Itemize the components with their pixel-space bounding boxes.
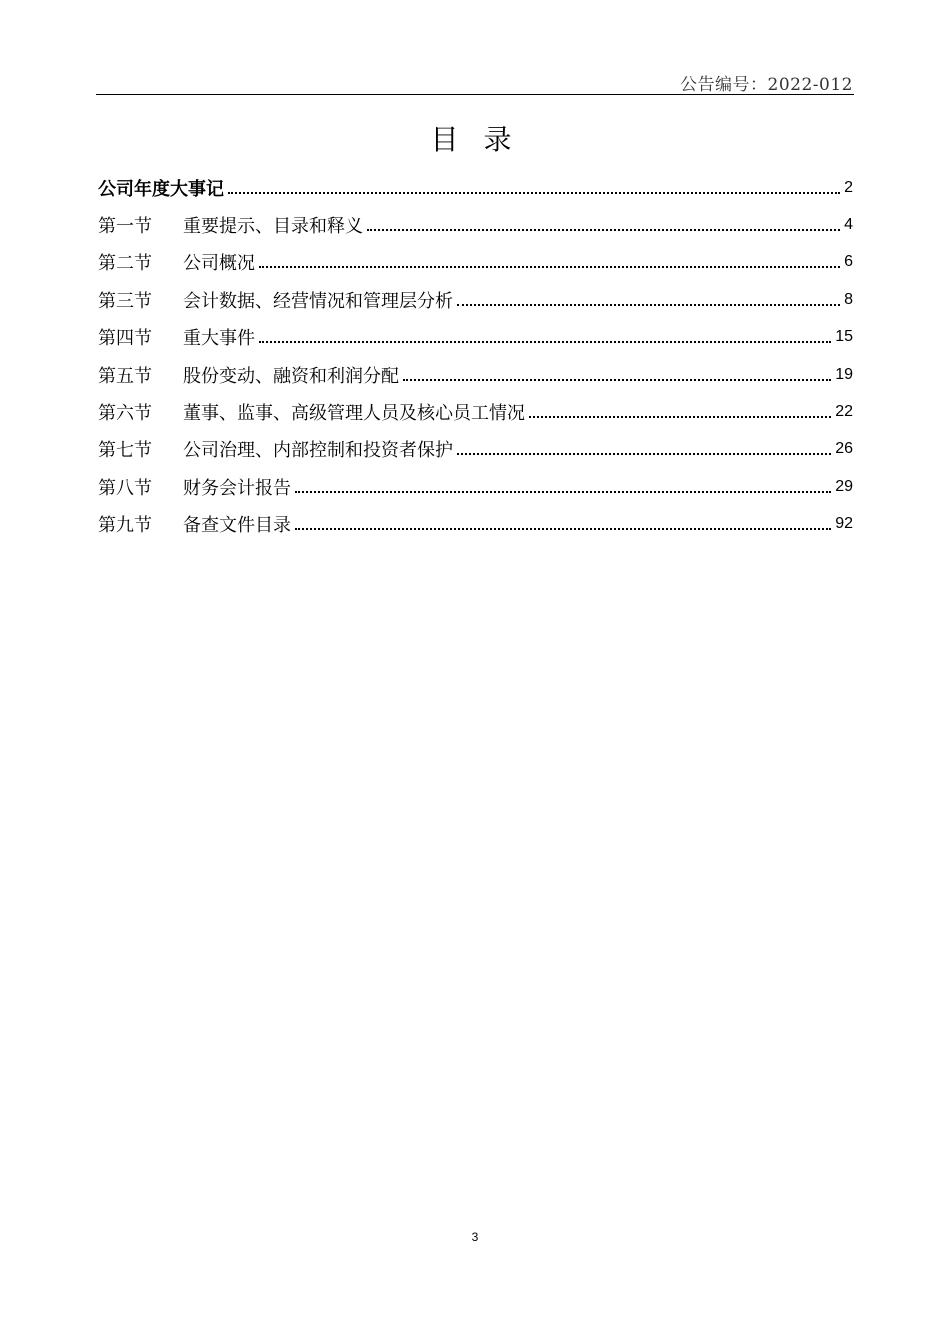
toc-item-title: 财务会计报告	[183, 477, 291, 499]
toc-leader-dots	[295, 491, 831, 493]
toc-item[interactable]	[98, 281, 853, 318]
toc-item-page: 19	[835, 365, 853, 383]
toc-item-page: 2	[844, 178, 853, 196]
table-of-contents	[98, 169, 853, 543]
toc-leader-dots	[259, 266, 840, 268]
toc-item-section: 第三节	[98, 290, 152, 312]
toc-item[interactable]	[98, 206, 853, 243]
toc-item[interactable]	[98, 393, 853, 430]
toc-leader-dots	[228, 192, 840, 194]
toc-item-page: 8	[844, 290, 853, 308]
header-divider	[96, 94, 854, 95]
toc-item[interactable]	[98, 468, 853, 505]
page-number: 3	[471, 1230, 479, 1244]
toc-leader-dots	[259, 341, 831, 343]
toc-item-section: 第七节	[98, 440, 152, 462]
page-title: 目 录	[430, 123, 520, 156]
toc-item-title: 董事、监事、高级管理人员及核心员工情况	[183, 403, 525, 425]
toc-item-section: 第二节	[98, 253, 152, 275]
toc-item-section: 第六节	[98, 403, 152, 425]
toc-item-title: 公司年度大事记	[98, 178, 224, 200]
toc-item-page: 92	[835, 515, 853, 533]
toc-item-title: 重要提示、目录和释义	[183, 216, 363, 238]
announcement-number: 公告编号：2022-012	[680, 75, 853, 95]
toc-item[interactable]	[98, 244, 853, 281]
toc-item[interactable]	[98, 431, 853, 468]
toc-item-section: 第五节	[98, 365, 152, 387]
toc-item-page: 6	[844, 253, 853, 271]
toc-item[interactable]	[98, 356, 853, 393]
toc-leader-dots	[295, 528, 831, 530]
toc-leader-dots	[403, 379, 831, 381]
toc-item-section: 第八节	[98, 477, 152, 499]
toc-item-title: 会计数据、经营情况和管理层分析	[183, 290, 453, 312]
toc-item-title: 股份变动、融资和利润分配	[183, 365, 399, 387]
toc-item[interactable]	[98, 319, 853, 356]
toc-item-page: 22	[835, 403, 853, 421]
toc-item-title: 重大事件	[183, 328, 255, 350]
toc-leader-dots	[457, 453, 831, 455]
toc-item-title: 公司治理、内部控制和投资者保护	[183, 440, 453, 462]
toc-item-section: 第九节	[98, 515, 152, 537]
toc-item[interactable]	[98, 506, 853, 543]
toc-item-title: 公司概况	[183, 253, 255, 275]
toc-item-page: 15	[835, 328, 853, 346]
toc-item[interactable]	[98, 169, 853, 206]
toc-item-section: 第一节	[98, 216, 152, 238]
toc-item-title: 备查文件目录	[183, 515, 291, 537]
toc-leader-dots	[529, 416, 831, 418]
toc-item-section: 第四节	[98, 328, 152, 350]
toc-leader-dots	[367, 229, 840, 231]
toc-item-page: 26	[835, 440, 853, 458]
toc-item-page: 4	[844, 216, 853, 234]
toc-leader-dots	[457, 304, 840, 306]
toc-item-page: 29	[835, 477, 853, 495]
